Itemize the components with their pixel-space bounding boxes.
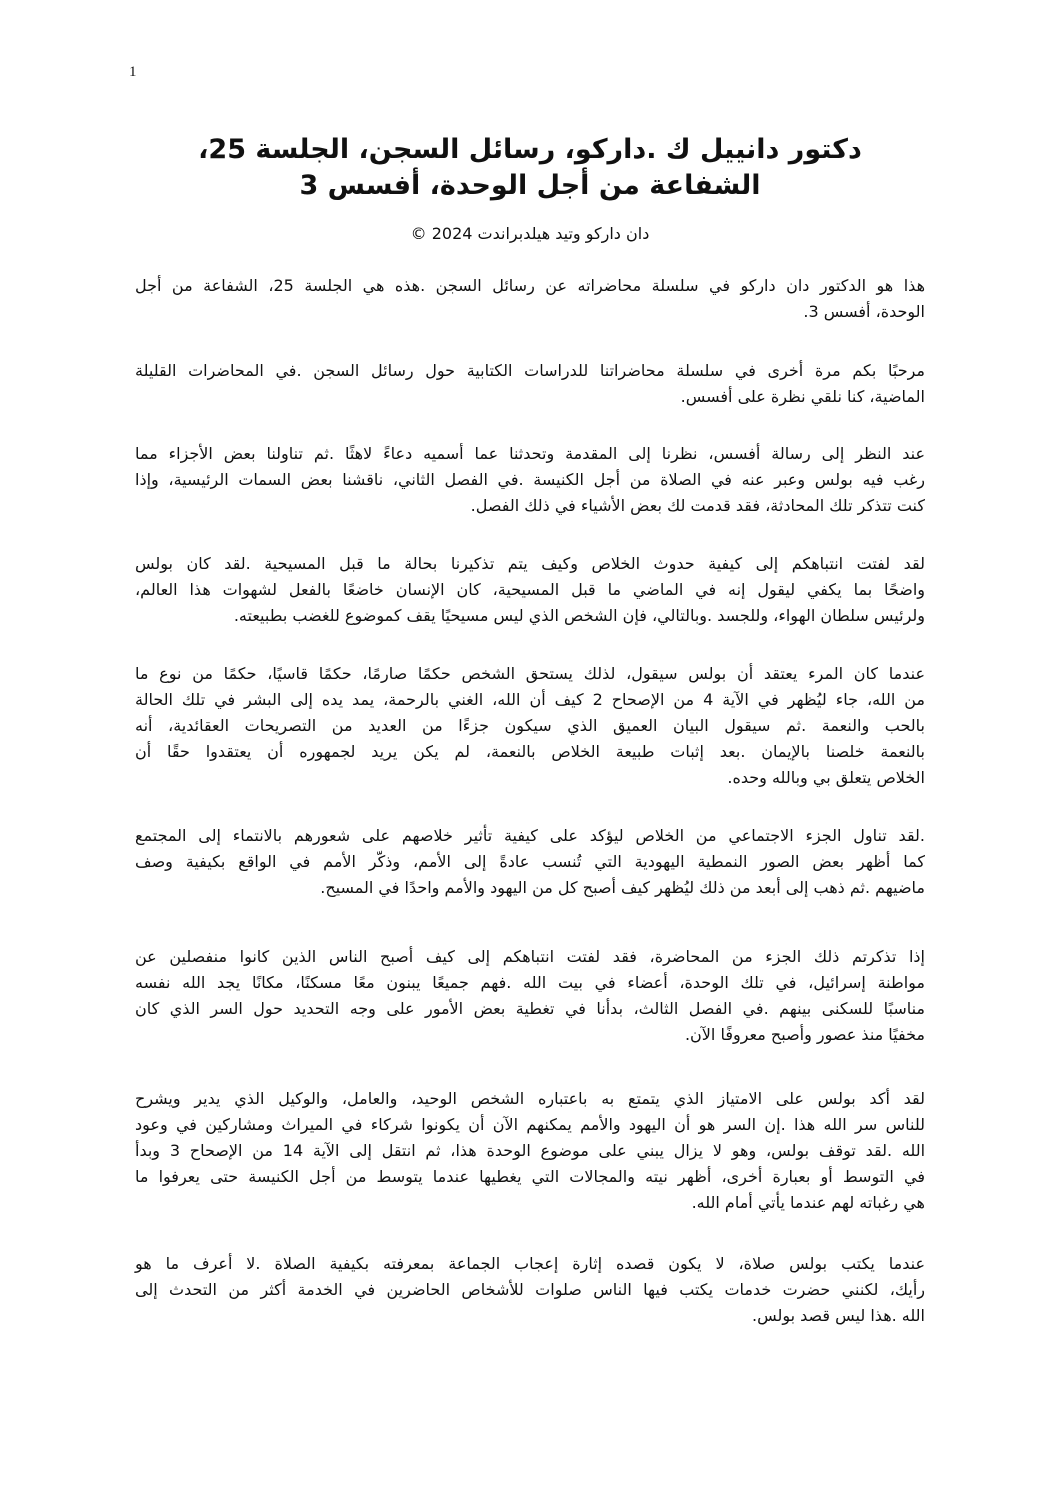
paragraph-line: إذا تذكرتم ذلك الجزء من المحاضرة، فقد لفتت انتباهكم إلى كيف أصبح الناس الذين كانوا منفصلين عن bbox=[135, 947, 925, 966]
paragraph-line: الوحدة، أفسس 3. bbox=[803, 302, 925, 321]
paragraph-line: للناس سر الله هذا .إن السر هو أن اليهود والأمم يمكنهم الآن أن يكونوا شركاء في الميراث ومشاركين في وعود bbox=[135, 1115, 925, 1134]
paragraph-line: عندما كان المرء يعتقد أن بولس سيقول، لذلك يستحق الشخص حكمًا صارمًا، حكمًا قاسيًا، حكمًا من نوع ما bbox=[135, 664, 925, 683]
paragraph-line: رأيك، لكنني حضرت خدمات يكتب فيها الناس صلوات للأشخاص الحاضرين في الخدمة أكثر من التحدث إلى bbox=[135, 1280, 925, 1299]
document-title bbox=[130, 132, 930, 204]
copyright-notice: دان داركو وتيد هيلدبراندت 2024 © bbox=[410, 224, 650, 243]
paragraph bbox=[135, 551, 925, 629]
paragraph bbox=[135, 823, 925, 901]
paragraph-line: عند النظر إلى رسالة أفسس، نظرنا إلى المقدمة وتحدثنا عما أسميه دعاءً لاهثًا .ثم تناولنا بعض الأجزاء مما bbox=[135, 444, 925, 463]
paragraph-line: لقد لفتت انتباهكم إلى كيفية حدوث الخلاص وكيف يتم تذكيرنا بحالة ما قبل المسيحية .لقد كان بولس bbox=[135, 554, 925, 573]
paragraph-line: كنت تتذكر تلك المحادثة، فقد قدمت لك بعض الأشياء في ذلك الفصل. bbox=[470, 496, 925, 515]
paragraph-line: من الله، جاء ليُظهر في الآية 4 من الإصحاح 2 كيف أن الله، الغني بالرحمة، يمد يده إلى البشر في تلك الحالة bbox=[135, 690, 926, 709]
paragraph-line: هذا هو الدكتور دان داركو في سلسلة محاضراته عن رسائل السجن .هذه هي الجلسة 25، الشفاعة من أجل bbox=[135, 276, 926, 295]
page-number: 1 bbox=[129, 64, 137, 80]
paragraph-line: الماضية، كنا نلقي نظرة على أفسس. bbox=[680, 387, 925, 406]
paragraph-line: .لقد تناول الجزء الاجتماعي من الخلاص ليؤكد على كيفية تأثير خلاصهم على شعورهم بالانتماء إلى المجتمع bbox=[135, 826, 925, 845]
title-line-1: دكتور دانييل ك .داركو، رسائل السجن، الجلسة 25، bbox=[198, 134, 862, 165]
paragraph bbox=[135, 944, 925, 1048]
paragraph-line: في التوسط أو بعبارة أخرى، أظهر نيته والمجالات التي يغطيها عندما يتوسط من أجل الكنيسة حتى يعرفوا ما bbox=[135, 1167, 925, 1186]
paragraph-line: ماضيهم .ثم ذهب إلى أبعد من ذلك ليُظهر كيف أصبح كل من اليهود والأمم واحدًا في المسيح. bbox=[320, 878, 925, 897]
paragraph-line: هي رغباته لهم عندما يأتي أمام الله. bbox=[691, 1193, 925, 1212]
paragraph-line: مناسبًا للسكنى بينهم .في الفصل الثالث، بدأنا في تغطية بعض الأمور على وجه التحديد حول السر الذي كان bbox=[135, 999, 925, 1018]
paragraph-line: بالحب والنعمة .ثم سيقول البيان العميق الذي سيكون جزءًا من العديد من التصريحات العقائدية، أنه bbox=[135, 716, 925, 735]
paragraph-line: رغب فيه بولس وعبر عنه في الصلاة من أجل الكنيسة .في الفصل الثاني، ناقشنا بعض السمات الرئيسية، وإذا bbox=[135, 470, 925, 489]
paragraph-line: ولرئيس سلطان الهواء، وللجسد .وبالتالي، فإن الشخص الذي ليس مسيحيًا يقف كموضوع للغضب بطبيعته. bbox=[233, 606, 925, 625]
paragraph-line: مرحبًا بكم مرة أخرى في سلسلة محاضراتنا للدراسات الكتابية حول رسائل السجن .في المحاضرات القليلة bbox=[135, 361, 925, 380]
paragraph bbox=[135, 273, 925, 325]
paragraph-line: بالنعمة خلصنا بالإيمان .بعد إثبات طبيعة الخلاص بالنعمة، لم يكن يريد لجمهوره أن يعتقدوا حقًا أن bbox=[135, 742, 925, 761]
paragraph bbox=[135, 358, 925, 410]
paragraph bbox=[135, 441, 925, 519]
paragraph-line: الله .لقد توقف بولس، وهو لا يزال يبني على موضوع الوحدة هذا، ثم انتقل إلى الآية 14 من الإصحاح 3 وبدأ bbox=[135, 1141, 926, 1160]
paragraph bbox=[135, 1086, 925, 1216]
paragraph-line: مواطنة إسرائيل، في تلك الوحدة، أعضاء في بيت الله .فهم جميعًا يبنون معًا مسكنًا، مكانًا يجد الله نفسه bbox=[135, 973, 925, 992]
paragraph-line: كما أظهر بعض الصور النمطية اليهودية التي تُنسب عادةً إلى الأمم، وذكّر الأمم في الواقع بكيفية وصف bbox=[135, 852, 925, 871]
paragraph-line: مخفيًا منذ عصور وأصبح معروفًا الآن. bbox=[684, 1025, 925, 1044]
paragraph-line: عندما يكتب بولس صلاة، لا يكون قصده إثارة إعجاب الجماعة بمعرفته بكيفية الصلاة .لا أعرف ما هو bbox=[135, 1254, 925, 1273]
paragraph bbox=[135, 1251, 925, 1329]
paragraph-line: لقد أكد بولس على الامتياز الذي يتمتع به باعتباره الشخص الوحيد، والعامل، والوكيل الذي يدير ويشرح bbox=[135, 1089, 925, 1108]
paragraph-line: الله .هذا ليس قصد بولس. bbox=[751, 1306, 925, 1325]
paragraph-line: واضحًا بما يكفي ليقول إنه في الماضي ما قبل المسيحية، كان الإنسان خاضعًا بالفعل لشهوات هذا العالم، bbox=[135, 580, 925, 599]
title-line-2: الشفاعة من أجل الوحدة، أفسس 3 bbox=[299, 170, 761, 201]
paragraph-line: الخلاص يتعلق بي وبالله وحده. bbox=[727, 768, 925, 787]
paragraph bbox=[135, 661, 925, 791]
